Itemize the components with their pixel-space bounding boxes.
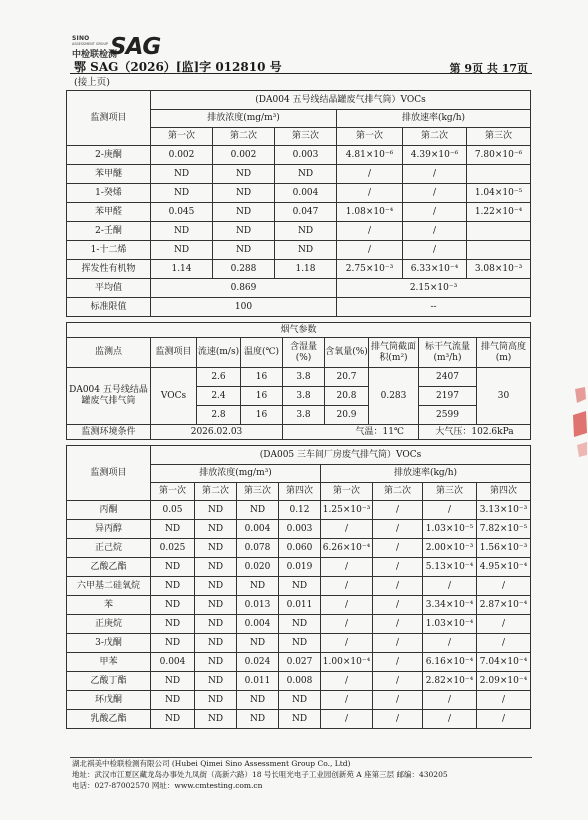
table-row [67, 241, 531, 260]
table-row [67, 520, 531, 539]
value-cell: / [321, 634, 373, 653]
value-cell: ND [237, 501, 279, 520]
dry-flow: 2197 [419, 387, 477, 406]
value-cell: ND [195, 653, 237, 672]
value-cell: / [373, 672, 423, 691]
value-cell [467, 165, 531, 184]
monitoring-item: VOCs [151, 368, 197, 425]
dry-flow: 2599 [419, 406, 477, 425]
col-header: 标干气流量(m³/h) [419, 338, 477, 368]
run-header: 第三次 [237, 483, 279, 501]
value-cell: 0.002 [213, 146, 275, 165]
value-cell: 1.14 [151, 260, 213, 279]
run-header: 第二次 [195, 483, 237, 501]
report-number: 鄂 SAG（2026）[监]字 012810 号 [74, 60, 282, 74]
value-cell: ND [151, 634, 195, 653]
value-cell: / [373, 691, 423, 710]
col-header: 含氧量(%) [325, 338, 369, 368]
col-header: 含湿量(%) [283, 338, 325, 368]
value-cell: 4.39×10⁻⁶ [403, 146, 467, 165]
oxygen: 20.7 [325, 368, 369, 387]
value-cell: 7.04×10⁻⁴ [477, 653, 531, 672]
moisture: 3.8 [283, 368, 325, 387]
limit-label: 标准限值 [67, 298, 151, 317]
row-item: 苯甲醚 [67, 165, 151, 184]
value-cell: 1.03×10⁻⁴ [423, 615, 477, 634]
value-cell: ND [195, 634, 237, 653]
value-cell: 0.05 [151, 501, 195, 520]
value-cell: 2.75×10⁻³ [337, 260, 403, 279]
value-cell: ND [195, 501, 237, 520]
value-cell: 0.011 [279, 596, 321, 615]
run-header: 第二次 [373, 483, 423, 501]
run-header: 第一次 [151, 483, 195, 501]
value-cell: / [373, 596, 423, 615]
stack-height: 30 [477, 368, 531, 425]
voc-table-da004 [66, 90, 531, 317]
value-cell: 6.33×10⁻⁴ [403, 260, 467, 279]
value-cell: / [321, 615, 373, 634]
table-row [67, 203, 531, 222]
value-cell: 2.82×10⁻⁴ [423, 672, 477, 691]
value-cell: / [373, 501, 423, 520]
value-cell: ND [151, 222, 213, 241]
value-cell: / [477, 615, 531, 634]
value-cell: / [321, 596, 373, 615]
value-cell: 0.004 [151, 653, 195, 672]
value-cell: / [337, 222, 403, 241]
value-cell: ND [195, 691, 237, 710]
value-cell: 3.08×10⁻³ [467, 260, 531, 279]
value-cell: 0.019 [279, 558, 321, 577]
table-row [67, 184, 531, 203]
avg-rate: 2.15×10⁻³ [337, 279, 531, 298]
row-item: 乙酸丁酯 [67, 672, 151, 691]
row-item: 3-戊酮 [67, 634, 151, 653]
value-cell: ND [195, 710, 237, 729]
value-cell: 0.008 [279, 672, 321, 691]
value-cell: / [337, 241, 403, 260]
footer-contact: 电话：027-87002570 网址：www.cmtesting.com.cn [72, 781, 263, 790]
row-item: 正庚烷 [67, 615, 151, 634]
value-cell: 2.00×10⁻³ [423, 539, 477, 558]
value-cell: 0.004 [237, 615, 279, 634]
row-item: 苯甲醛 [67, 203, 151, 222]
value-cell: ND [151, 520, 195, 539]
value-cell: ND [279, 577, 321, 596]
env-date: 2026.02.03 [151, 425, 283, 440]
row-item: 1-十二烯 [67, 241, 151, 260]
value-cell: / [477, 577, 531, 596]
value-cell: 0.002 [151, 146, 213, 165]
col-header: 监测点 [67, 338, 151, 368]
row-item: 六甲基二硅氧烷 [67, 577, 151, 596]
env-temperature: 气温：11℃ [283, 425, 419, 440]
value-cell: ND [275, 241, 337, 260]
conc-header: 排放浓度(mg/m³) [151, 465, 321, 483]
voc-table-da005 [66, 445, 531, 729]
value-cell: / [423, 710, 477, 729]
value-cell: ND [279, 634, 321, 653]
value-cell: 0.045 [151, 203, 213, 222]
value-cell: ND [213, 241, 275, 260]
value-cell: / [373, 634, 423, 653]
value-cell: ND [151, 165, 213, 184]
value-cell: 0.011 [237, 672, 279, 691]
value-cell: 6.16×10⁻⁴ [423, 653, 477, 672]
run-header: 第三次 [423, 483, 477, 501]
value-cell: / [403, 203, 467, 222]
value-cell: ND [213, 203, 275, 222]
value-cell: 0.013 [237, 596, 279, 615]
value-cell: ND [151, 241, 213, 260]
continued-note: (接上页) [74, 77, 110, 88]
value-cell: ND [237, 710, 279, 729]
value-cell: 0.12 [279, 501, 321, 520]
table-row [67, 222, 531, 241]
value-cell: ND [195, 672, 237, 691]
value-cell: 0.003 [275, 146, 337, 165]
value-cell: / [321, 577, 373, 596]
value-cell: / [321, 558, 373, 577]
table-row [67, 577, 531, 596]
value-cell: 7.82×10⁻⁵ [477, 520, 531, 539]
col-header: 温度(℃) [241, 338, 283, 368]
avg-conc: 0.869 [151, 279, 337, 298]
row-item: 环戊酮 [67, 691, 151, 710]
params-title: 烟气参数 [67, 323, 531, 338]
row-item: 2-庚酮 [67, 146, 151, 165]
value-cell: / [321, 710, 373, 729]
value-cell: ND [195, 615, 237, 634]
value-cell: 3.13×10⁻³ [477, 501, 531, 520]
flow-velocity: 2.8 [197, 406, 241, 425]
value-cell: / [337, 184, 403, 203]
value-cell: 0.060 [279, 539, 321, 558]
env-pressure: 大气压：102.6kPa [419, 425, 531, 440]
table-row [67, 634, 531, 653]
col-header: 监测项目 [151, 338, 197, 368]
value-cell: / [321, 691, 373, 710]
value-cell: 0.027 [279, 653, 321, 672]
partial-seal-stamp [571, 385, 588, 480]
value-cell: ND [151, 615, 195, 634]
run-header: 第三次 [467, 128, 531, 146]
value-cell: / [321, 672, 373, 691]
value-cell: 1.04×10⁻⁵ [467, 184, 531, 203]
value-cell: / [423, 691, 477, 710]
logo-sino-text: SINO [72, 35, 90, 42]
value-cell: / [423, 501, 477, 520]
row-item: 异丙醇 [67, 520, 151, 539]
row-item: 甲苯 [67, 653, 151, 672]
rate-header: 排放速率(kg/h) [321, 465, 531, 483]
avg-label: 平均值 [67, 279, 151, 298]
row-item: 乳酸乙酯 [67, 710, 151, 729]
run-header: 第二次 [213, 128, 275, 146]
value-cell: / [423, 634, 477, 653]
value-cell: 2.87×10⁻⁴ [477, 596, 531, 615]
row-item: 1-癸烯 [67, 184, 151, 203]
value-cell: 7.80×10⁻⁶ [467, 146, 531, 165]
moisture: 3.8 [283, 387, 325, 406]
value-cell: ND [275, 222, 337, 241]
value-cell: / [403, 241, 467, 260]
value-cell: ND [275, 165, 337, 184]
limit-conc: 100 [151, 298, 337, 317]
oxygen: 20.8 [325, 387, 369, 406]
table-row [67, 691, 531, 710]
value-cell: 0.047 [275, 203, 337, 222]
value-cell: / [373, 520, 423, 539]
row-item: 乙酸乙酯 [67, 558, 151, 577]
value-cell: ND [195, 577, 237, 596]
value-cell: ND [279, 615, 321, 634]
col-header: 排气筒高度(m) [477, 338, 531, 368]
value-cell: 4.95×10⁻⁴ [477, 558, 531, 577]
table-row [67, 596, 531, 615]
company-logo [72, 36, 162, 60]
value-cell: / [477, 710, 531, 729]
table-row [67, 146, 531, 165]
row-item: 丙酮 [67, 501, 151, 520]
value-cell: ND [151, 577, 195, 596]
flow-velocity: 2.4 [197, 387, 241, 406]
value-cell: 0.025 [151, 539, 195, 558]
value-cell: ND [213, 222, 275, 241]
footer-address: 地址：武汉市江夏区藏龙岛办事处九凤街（高新六路）18 号长咀光电子工业园创新苑 A 座第三层 邮编：430205 [72, 770, 448, 779]
dry-flow: 2407 [419, 368, 477, 387]
value-cell: 6.26×10⁻⁴ [321, 539, 373, 558]
logo-cn-text: 中检联检测 [72, 50, 118, 60]
flue-gas-params-table [66, 322, 531, 440]
value-cell: 2.09×10⁻⁴ [477, 672, 531, 691]
footer-divider [70, 757, 532, 758]
value-cell: 1.08×10⁻⁴ [337, 203, 403, 222]
value-cell: ND [151, 558, 195, 577]
monitoring-point: DA004 五号线结晶罐废气排气筒 [67, 368, 151, 425]
value-cell: ND [151, 710, 195, 729]
item-header: 监测项目 [67, 91, 151, 146]
value-cell: / [321, 520, 373, 539]
value-cell: 1.00×10⁻⁴ [321, 653, 373, 672]
value-cell: / [403, 222, 467, 241]
value-cell: 0.288 [213, 260, 275, 279]
value-cell: ND [151, 672, 195, 691]
logo-subtitle: ASSESSMENT GROUP [72, 42, 109, 46]
flow-velocity: 2.6 [197, 368, 241, 387]
value-cell: 5.13×10⁻⁴ [423, 558, 477, 577]
value-cell: 0.003 [279, 520, 321, 539]
value-cell: / [423, 577, 477, 596]
value-cell: 1.22×10⁻⁴ [467, 203, 531, 222]
item-header: 监测项目 [67, 446, 151, 501]
value-cell: ND [195, 520, 237, 539]
table-row [67, 653, 531, 672]
value-cell: 1.25×10⁻³ [321, 501, 373, 520]
value-cell: ND [151, 691, 195, 710]
table-row [67, 260, 531, 279]
value-cell [467, 222, 531, 241]
value-cell: ND [213, 165, 275, 184]
value-cell: / [373, 539, 423, 558]
value-cell: ND [151, 596, 195, 615]
value-cell: ND [195, 558, 237, 577]
conc-header: 排放浓度(mg/m³) [151, 110, 337, 128]
page-number: 第 9页 共 17页 [449, 62, 528, 75]
value-cell: 1.56×10⁻³ [477, 539, 531, 558]
run-header: 第一次 [151, 128, 213, 146]
value-cell: / [477, 634, 531, 653]
value-cell: ND [279, 691, 321, 710]
oxygen: 20.9 [325, 406, 369, 425]
value-cell: / [477, 691, 531, 710]
value-cell: 1.18 [275, 260, 337, 279]
value-cell: / [373, 615, 423, 634]
value-cell: 4.81×10⁻⁶ [337, 146, 403, 165]
value-cell: 0.004 [237, 520, 279, 539]
value-cell: 0.078 [237, 539, 279, 558]
run-header: 第一次 [337, 128, 403, 146]
value-cell: / [403, 184, 467, 203]
limit-rate: -- [337, 298, 531, 317]
value-cell: ND [279, 710, 321, 729]
temperature: 16 [241, 406, 283, 425]
value-cell: / [373, 653, 423, 672]
value-cell: ND [237, 691, 279, 710]
env-label: 监测环境条件 [67, 425, 151, 440]
value-cell: ND [195, 596, 237, 615]
value-cell: ND [151, 184, 213, 203]
moisture: 3.8 [283, 406, 325, 425]
col-header: 流速(m/s) [197, 338, 241, 368]
value-cell: ND [237, 577, 279, 596]
table-row [67, 539, 531, 558]
run-header: 第四次 [279, 483, 321, 501]
header-divider [70, 73, 532, 74]
value-cell: / [403, 165, 467, 184]
run-header: 第四次 [477, 483, 531, 501]
value-cell: / [337, 165, 403, 184]
logo-sag-text: SAG [110, 34, 161, 60]
value-cell: 0.020 [237, 558, 279, 577]
run-header: 第三次 [275, 128, 337, 146]
value-cell: 1.03×10⁻⁵ [423, 520, 477, 539]
run-header: 第一次 [321, 483, 373, 501]
table-row [67, 615, 531, 634]
run-header: 第二次 [403, 128, 467, 146]
value-cell: 0.024 [237, 653, 279, 672]
temperature: 16 [241, 387, 283, 406]
stack-area: 0.283 [369, 368, 419, 425]
value-cell: 3.34×10⁻⁴ [423, 596, 477, 615]
value-cell: ND [195, 539, 237, 558]
footer-company: 湖北祺美中检联检测有限公司 (Hubei Qimei Sino Assessment Group Co., Ltd) [72, 759, 351, 768]
value-cell: / [373, 710, 423, 729]
row-item: 挥发性有机物 [67, 260, 151, 279]
value-cell: ND [213, 184, 275, 203]
rate-header: 排放速率(kg/h) [337, 110, 531, 128]
table-title: (DA005 三车间厂房废气排气筒）VOCs [151, 446, 531, 465]
table-title: (DA004 五号线结晶罐废气排气筒）VOCs [151, 91, 531, 110]
row-item: 2-壬酮 [67, 222, 151, 241]
value-cell: / [373, 558, 423, 577]
row-item: 苯 [67, 596, 151, 615]
value-cell: / [373, 577, 423, 596]
col-header: 排气筒截面积(m²) [369, 338, 419, 368]
value-cell: ND [237, 634, 279, 653]
value-cell: 0.004 [275, 184, 337, 203]
table-row [67, 558, 531, 577]
table-row [67, 165, 531, 184]
temperature: 16 [241, 368, 283, 387]
table-row [67, 672, 531, 691]
table-row [67, 710, 531, 729]
value-cell [467, 241, 531, 260]
row-item: 正己烷 [67, 539, 151, 558]
table-row [67, 501, 531, 520]
